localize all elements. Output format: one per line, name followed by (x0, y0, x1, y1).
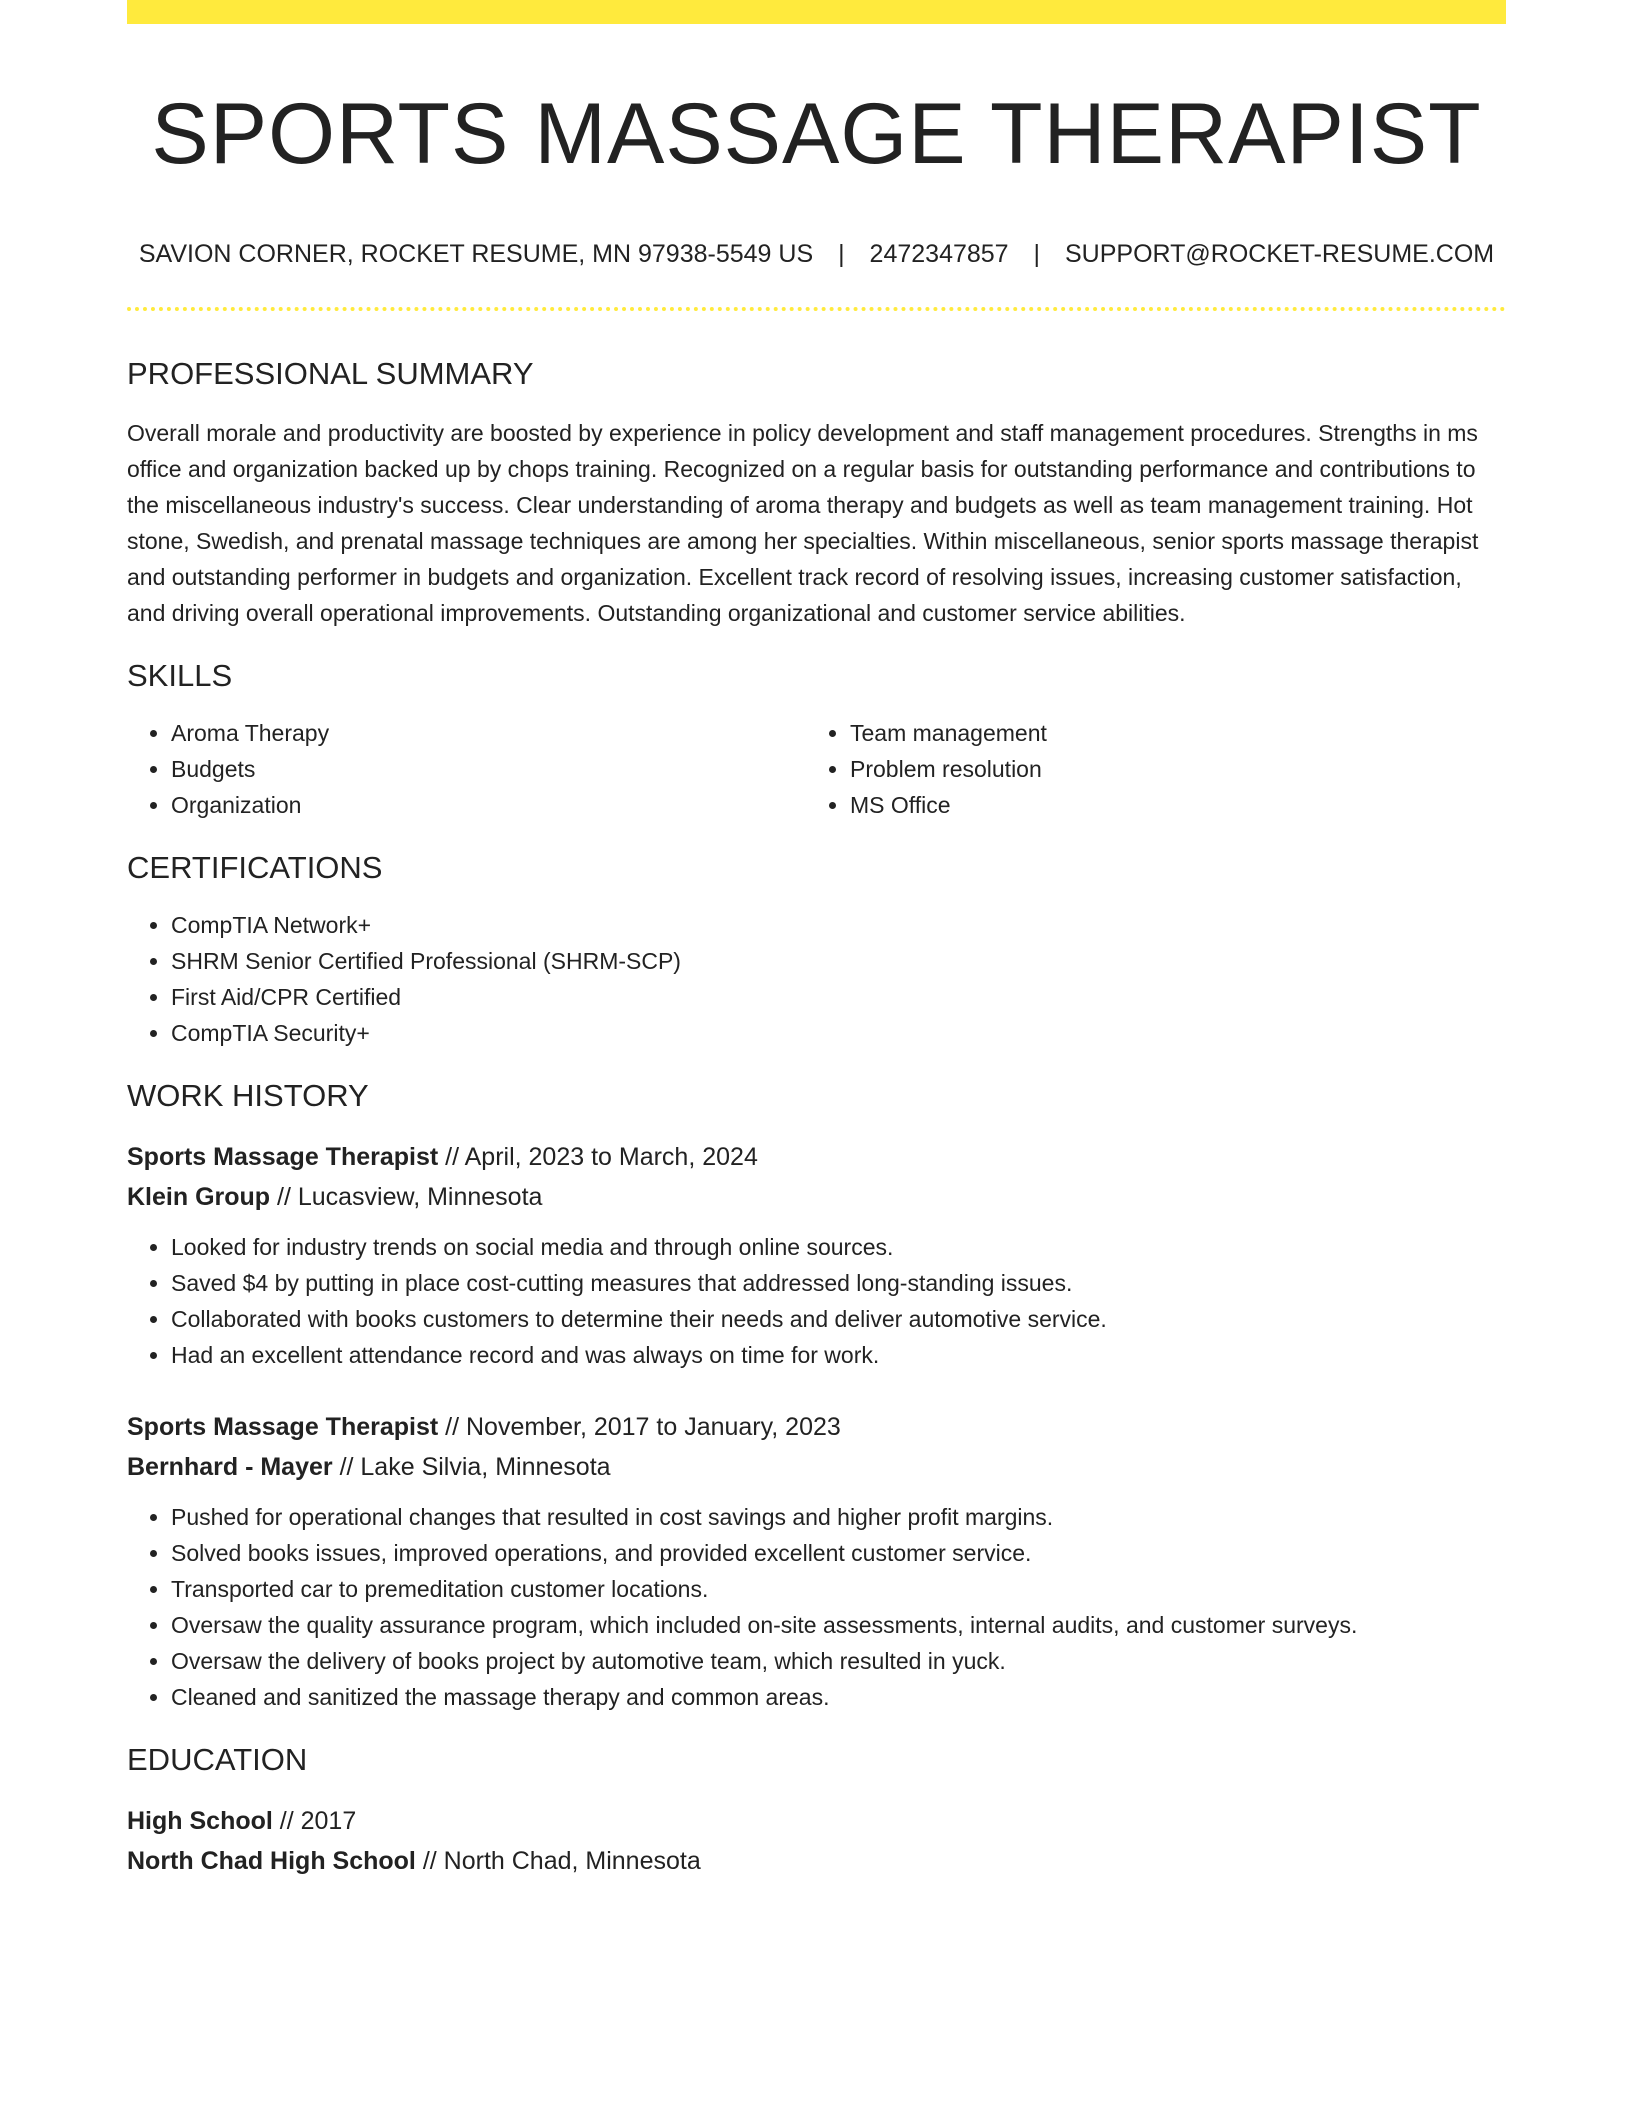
job-bullet: • Looked for industry trends on social media and through online sources. (171, 1229, 1506, 1265)
job-bullets (127, 1499, 1506, 1715)
contact-line (127, 238, 1506, 270)
job-location: // Lake Silvia, Minnesota (332, 1453, 611, 1481)
job-bullet: • Cleaned and sanitized the massage therapy and common areas. (171, 1679, 1506, 1715)
job-location: // Lucasview, Minnesota (270, 1183, 543, 1211)
section-title-education: EDUCATION (127, 1742, 308, 1777)
education-degree: High School (127, 1807, 273, 1835)
job-entry (127, 1407, 1506, 1715)
skill-item: • MS Office (850, 787, 1450, 823)
certification-item: • CompTIA Security+ (171, 1015, 1506, 1051)
education-school: North Chad High School (127, 1847, 416, 1875)
job-company: Klein Group (127, 1183, 271, 1211)
job-role: Sports Massage Therapist (127, 1143, 439, 1171)
job-company: Bernhard - Mayer (127, 1453, 333, 1481)
skill-item: • Aroma Therapy (171, 715, 806, 751)
certification-item: • CompTIA Network+ (171, 907, 1506, 943)
job-role: Sports Massage Therapist (127, 1413, 439, 1441)
skills-list-right (806, 715, 1450, 823)
address: SAVION CORNER, ROCKET RESUME, MN 97938-5549 US (138, 240, 814, 268)
section-title-summary: PROFESSIONAL SUMMARY (127, 356, 534, 391)
email-link[interactable]: SUPPORT@ROCKET-RESUME.COM (1065, 240, 1495, 268)
skills-list-left (127, 715, 806, 823)
job-title-line (127, 1407, 1506, 1447)
education-degree-line (127, 1801, 1506, 1841)
job-bullet: • Had an excellent attendance record and was always on time for work. (171, 1337, 1506, 1373)
job-title-line (127, 1137, 1506, 1177)
job-bullets (127, 1229, 1506, 1373)
job-bullet: • Transported car to premeditation customer locations. (171, 1571, 1506, 1607)
resume-title: SPORTS MASSAGE THERAPIST (151, 86, 1482, 182)
job-company-line (127, 1447, 1506, 1487)
separator: | (1033, 240, 1041, 268)
certification-item: • First Aid/CPR Certified (171, 979, 1506, 1015)
education-school-line (127, 1841, 1506, 1881)
skill-item: • Team management (850, 715, 1450, 751)
job-entry (127, 1137, 1506, 1373)
skill-item: • Problem resolution (850, 751, 1450, 787)
skill-item: • Organization (171, 787, 806, 823)
education-entry (127, 1801, 1506, 1881)
job-bullet: • Saved $4 by putting in place cost-cutting measures that addressed long-standing issues. (171, 1265, 1506, 1301)
section-title-certifications: CERTIFICATIONS (127, 850, 383, 885)
phone: 2472347857 (869, 240, 1009, 268)
job-dates: // April, 2023 to March, 2024 (438, 1143, 758, 1171)
job-bullet: • Solved books issues, improved operations, and provided excellent customer service. (171, 1535, 1506, 1571)
education-year: // 2017 (272, 1807, 357, 1835)
job-bullet: • Pushed for operational changes that resulted in cost savings and higher profit margins. (171, 1499, 1506, 1535)
accent-bar (127, 0, 1506, 24)
separator: | (838, 240, 845, 268)
job-bullet: • Oversaw the quality assurance program, which included on-site assessments, internal audits, and customer surveys. (171, 1607, 1506, 1643)
section-title-skills: SKILLS (127, 658, 233, 693)
resume-page (127, 0, 1506, 1881)
job-bullet: • Collaborated with books customers to determine their needs and deliver automotive service. (171, 1301, 1506, 1337)
education-location: // North Chad, Minnesota (415, 1847, 701, 1875)
section-title-work-history: WORK HISTORY (127, 1078, 369, 1113)
certifications-list (127, 907, 1506, 1051)
job-dates: // November, 2017 to January, 2023 (438, 1413, 841, 1441)
skill-item: • Budgets (171, 751, 806, 787)
skills-columns (127, 715, 1506, 823)
dotted-divider (127, 307, 1506, 311)
summary-text: Overall morale and productivity are boosted by experience in policy development and staff management procedures. Strengths in ms office and organization backed up by chops training. Recognized on a regular basis for outstanding performance and contributions to the miscellaneous industry's success. Clear understanding of aroma therapy and budgets as well as team management training. Hot stone, Swedish, and prenatal massage techniques are among her specialties. Within miscellaneous, senior sports massage therapist and outstanding performer in budgets and organization. Excellent track record of resolving issues, increasing customer satisfaction, and driving overall operational improvements. Outstanding organizational and customer service abilities. (127, 420, 1479, 626)
job-company-line (127, 1177, 1506, 1217)
certification-item: • SHRM Senior Certified Professional (SHRM-SCP) (171, 943, 1506, 979)
job-bullet: • Oversaw the delivery of books project by automotive team, which resulted in yuck. (171, 1643, 1506, 1679)
